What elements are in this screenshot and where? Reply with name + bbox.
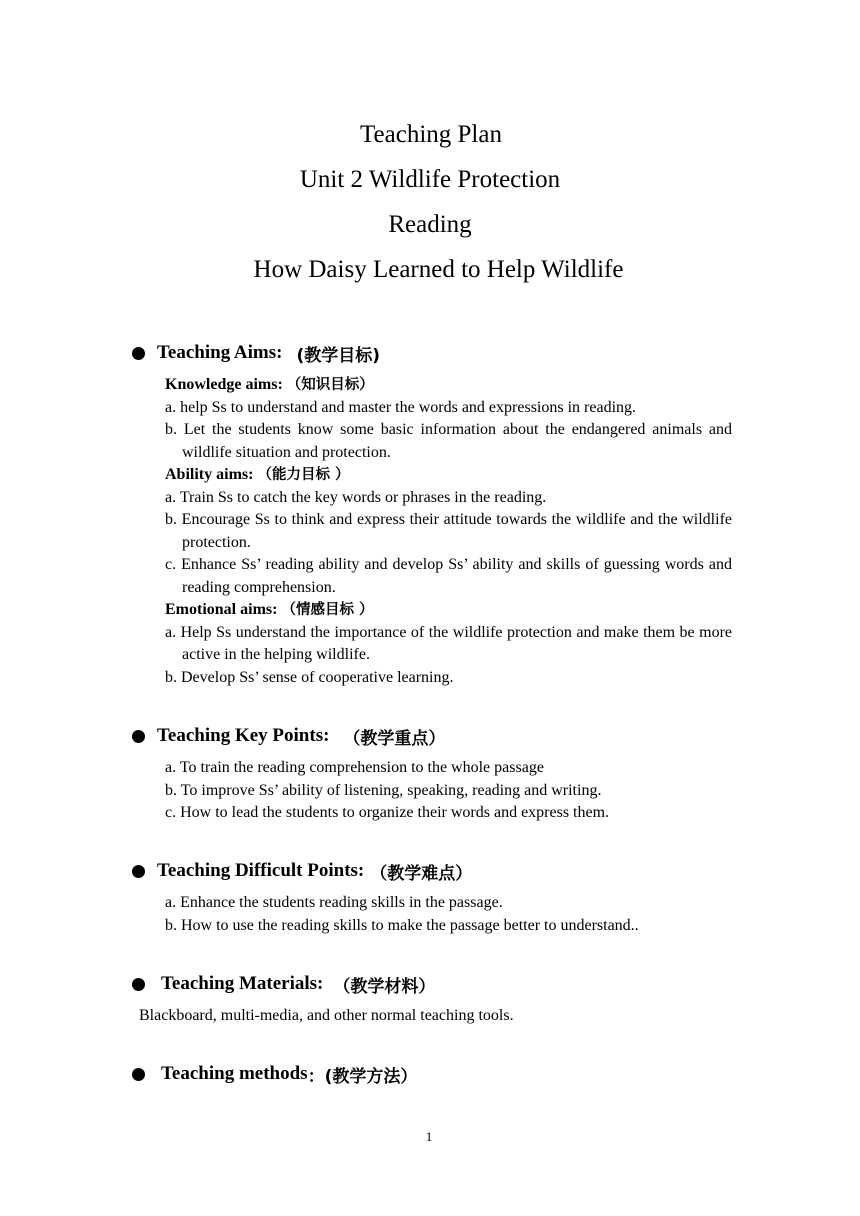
- materials-text: Blackboard, multi-media, and other normal teaching tools.: [139, 1007, 514, 1024]
- list-item: b. How to use the reading skills to make the passage better to understand..: [165, 916, 639, 934]
- list-item: b. Encourage Ss to think and express their attitude towards the wildlife and the wildlife protection.: [165, 511, 732, 551]
- heading-text: Teaching methods: [161, 1063, 308, 1084]
- heading-text: Teaching Difficult Points:: [157, 860, 365, 881]
- heading-key-points: [132, 722, 742, 750]
- list-item: b. Let the students know some basic information about the endangered animals and wildlife situation and protection.: [165, 421, 732, 461]
- heading-cn: ：(教学方法）: [307, 1066, 418, 1087]
- page-number: 1: [425, 1129, 433, 1144]
- heading-cn: （教学材料）: [333, 976, 436, 997]
- list-item: a. Enhance the students reading skills in the passage.: [165, 894, 503, 911]
- subhead-text: Emotional aims:: [165, 601, 278, 618]
- ability-aims-label: [165, 464, 732, 487]
- title-lesson: How Daisy Learned to Help Wildlife: [253, 256, 624, 283]
- heading-text: Teaching Aims:: [157, 342, 283, 363]
- list-item: c. How to lead the students to organize their words and express them.: [165, 804, 610, 821]
- subhead-text: Ability aims:: [165, 466, 254, 483]
- heading-materials: [132, 970, 742, 998]
- title-reading: Reading: [388, 211, 472, 238]
- difficult-points-body: [132, 892, 732, 937]
- section-methods: [132, 1060, 742, 1088]
- list-item: a. Help Ss understand the importance of the wildlife protection and make them be more active in the helping wildlife.: [165, 623, 732, 663]
- list-item: a. help Ss to understand and master the words and expressions in reading.: [165, 398, 637, 416]
- key-points-body: [132, 757, 732, 825]
- heading-cn: （教学难点）: [370, 863, 473, 884]
- bullet-icon: [132, 730, 145, 743]
- heading-methods: [132, 1060, 742, 1088]
- section-teaching-aims: [132, 339, 742, 689]
- list-item: b. To improve Ss’ ability of listening, speaking, reading and writing.: [165, 781, 602, 799]
- emotional-aims-label: [165, 599, 732, 622]
- bullet-icon: [132, 978, 145, 991]
- heading-cn: (教学目标): [296, 345, 381, 366]
- list-item: a. Train Ss to catch the key words or phrases in the reading.: [165, 488, 547, 506]
- list-item: a. To train the reading comprehension to the whole passage: [165, 759, 544, 776]
- bullet-icon: [132, 1068, 145, 1081]
- title-block: [0, 112, 860, 292]
- subhead-cn: （能力目标 ）: [257, 467, 350, 483]
- knowledge-aims-label: [165, 374, 732, 397]
- section-materials: [132, 970, 742, 1028]
- section-difficult-points: [132, 857, 742, 937]
- aims-body: [132, 374, 732, 689]
- subhead-cn: （情感目标 ）: [281, 602, 374, 618]
- bullet-icon: [132, 865, 145, 878]
- heading-text: Teaching Key Points:: [157, 725, 330, 746]
- heading-difficult-points: [132, 857, 742, 885]
- subhead-cn: （知识目标）: [286, 377, 374, 393]
- list-item: c. Enhance Ss’ reading ability and develop Ss’ ability and skills of guessing words and reading comprehension.: [165, 556, 732, 596]
- section-key-points: [132, 722, 742, 825]
- heading-cn: （教学重点）: [343, 728, 446, 749]
- title-unit: Unit 2 Wildlife Protection: [299, 166, 561, 193]
- heading-teaching-aims: [132, 339, 742, 367]
- bullet-icon: [132, 347, 145, 360]
- subhead-text: Knowledge aims:: [165, 376, 283, 393]
- heading-text: Teaching Materials:: [161, 973, 324, 994]
- title-teaching-plan: Teaching Plan: [360, 121, 502, 148]
- list-item: b. Develop Ss’ sense of cooperative learning.: [165, 668, 454, 686]
